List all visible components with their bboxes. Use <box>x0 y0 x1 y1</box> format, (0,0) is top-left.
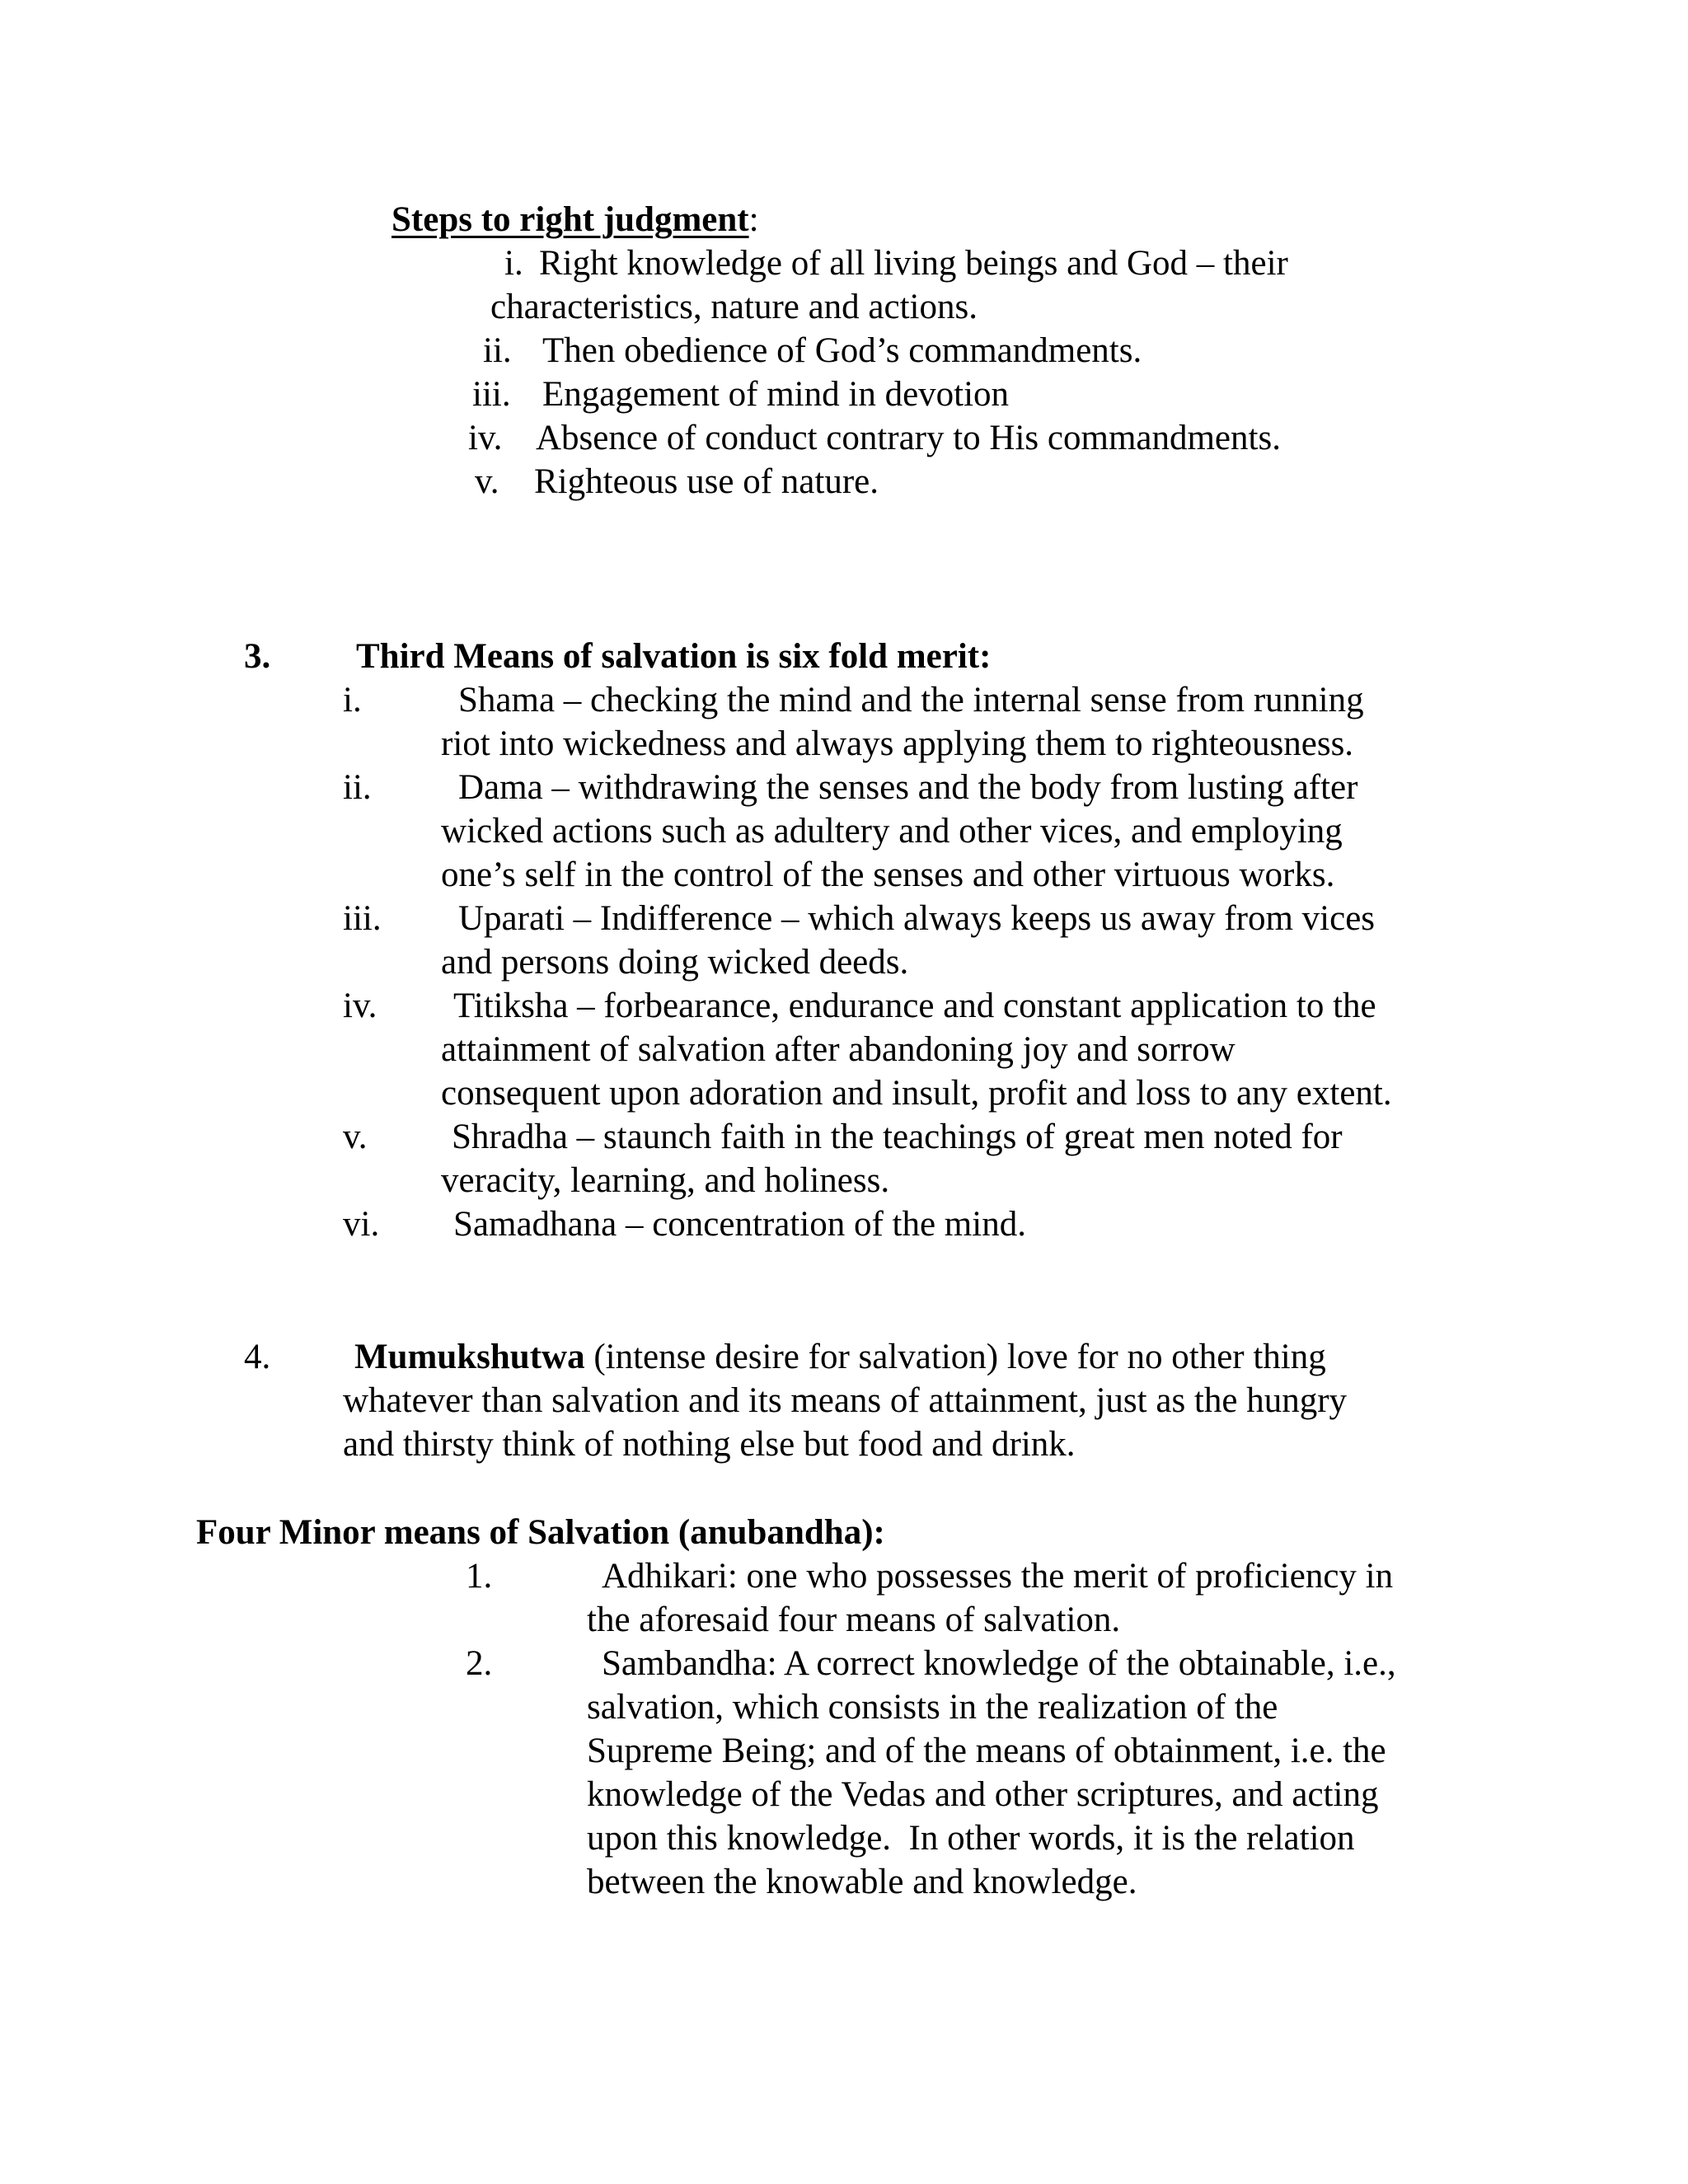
steps-item-1-line-2: characteristics, nature and actions. <box>490 288 978 326</box>
steps-heading-colon: : <box>748 200 759 239</box>
section3-item-4-line-3: consequent upon adoration and insult, profit and loss to any extent. <box>441 1074 1392 1113</box>
section4-line-2: whatever than salvation and its means of attainment, just as the hungry <box>343 1381 1348 1420</box>
minor-heading: Four Minor means of Salvation (anubandha): <box>196 1513 885 1552</box>
minor-item-2-line-4: knowledge of the Vedas and other scriptures, and acting <box>587 1775 1379 1814</box>
section3-item-5-num: v. <box>343 1118 368 1156</box>
section3-item-6-num: vi. <box>343 1205 380 1244</box>
steps-item-5-line-1: Righteous use of nature. <box>534 462 879 501</box>
steps-item-5-num: v. <box>475 462 499 501</box>
section3-item-4-line-2: attainment of salvation after abandoning joy and sorrow <box>441 1030 1236 1069</box>
section3-item-4-num: iv. <box>343 987 377 1025</box>
section3-item-1-line-1: Shama – checking the mind and the internal sense from running <box>458 681 1364 719</box>
section3-item-1-num: i. <box>343 681 362 719</box>
section4-term: Mumukshutwa <box>354 1338 585 1376</box>
steps-heading: Steps to right judgment <box>392 200 749 239</box>
section3-item-3-line-1: Uparati – Indifference – which always keeps us away from vices <box>458 899 1376 938</box>
section4-line-1 <box>354 1339 1326 1375</box>
minor-item-2-line-1: Sambandha: A correct knowledge of the obtainable, i.e., <box>602 1644 1396 1683</box>
minor-item-1-line-2: the aforesaid four means of salvation. <box>587 1601 1121 1639</box>
steps-item-3-line-1: Engagement of mind in devotion <box>542 375 1010 414</box>
section4-number: 4. <box>244 1338 271 1376</box>
section3-item-3-line-2: and persons doing wicked deeds. <box>441 943 909 982</box>
section3-number: 3. <box>244 637 271 676</box>
section3-item-4-line-1: Titiksha – forbearance, endurance and constant application to the <box>453 987 1376 1025</box>
minor-item-2-line-2: salvation, which consists in the realization of the <box>587 1688 1278 1727</box>
section3-item-3-num: iii. <box>343 899 382 938</box>
section3-item-5-line-1: Shradha – staunch faith in the teachings of great men noted for <box>452 1118 1343 1156</box>
steps-item-2-line-1: Then obedience of God’s commandments. <box>542 331 1142 370</box>
steps-item-4-line-1: Absence of conduct contrary to His commandments. <box>536 419 1281 457</box>
steps-item-1-line-1: Right knowledge of all living beings and God – their <box>539 244 1288 283</box>
steps-item-2-num: ii. <box>483 331 512 370</box>
steps-item-4-num: iv. <box>468 419 503 457</box>
section3-item-2-line-3: one’s self in the control of the senses and other virtuous works. <box>441 855 1335 894</box>
minor-item-2-line-5: upon this knowledge. In other words, it is the relation <box>587 1819 1355 1858</box>
steps-item-1-num: i. <box>504 244 523 283</box>
section4-line-3: and thirsty think of nothing else but food and drink. <box>343 1425 1076 1464</box>
minor-item-1-num: 1. <box>466 1557 493 1596</box>
steps-item-3-num: iii. <box>472 375 511 414</box>
section3-heading: Third Means of salvation is six fold merit: <box>356 637 992 676</box>
section4-line-1-text: (intense desire for salvation) love for no other thing <box>584 1338 1326 1376</box>
section3-item-2-num: ii. <box>343 768 372 807</box>
section3-item-2-line-1: Dama – withdrawing the senses and the body from lusting after <box>458 768 1358 807</box>
section3-item-6-line-1: Samadhana – concentration of the mind. <box>453 1205 1026 1244</box>
minor-item-2-line-3: Supreme Being; and of the means of obtainment, i.e. the <box>587 1732 1386 1770</box>
minor-item-2-num: 2. <box>466 1644 493 1683</box>
section3-item-5-line-2: veracity, learning, and holiness. <box>441 1161 890 1200</box>
section3-item-1-line-2: riot into wickedness and always applying them to righteousness. <box>441 724 1354 763</box>
minor-item-2-line-6: between the knowable and knowledge. <box>587 1863 1137 1901</box>
minor-item-1-line-1: Adhikari: one who possesses the merit of proficiency in <box>602 1557 1394 1596</box>
steps-heading-line <box>392 202 759 237</box>
section3-item-2-line-2: wicked actions such as adultery and other vices, and employing <box>441 812 1343 851</box>
